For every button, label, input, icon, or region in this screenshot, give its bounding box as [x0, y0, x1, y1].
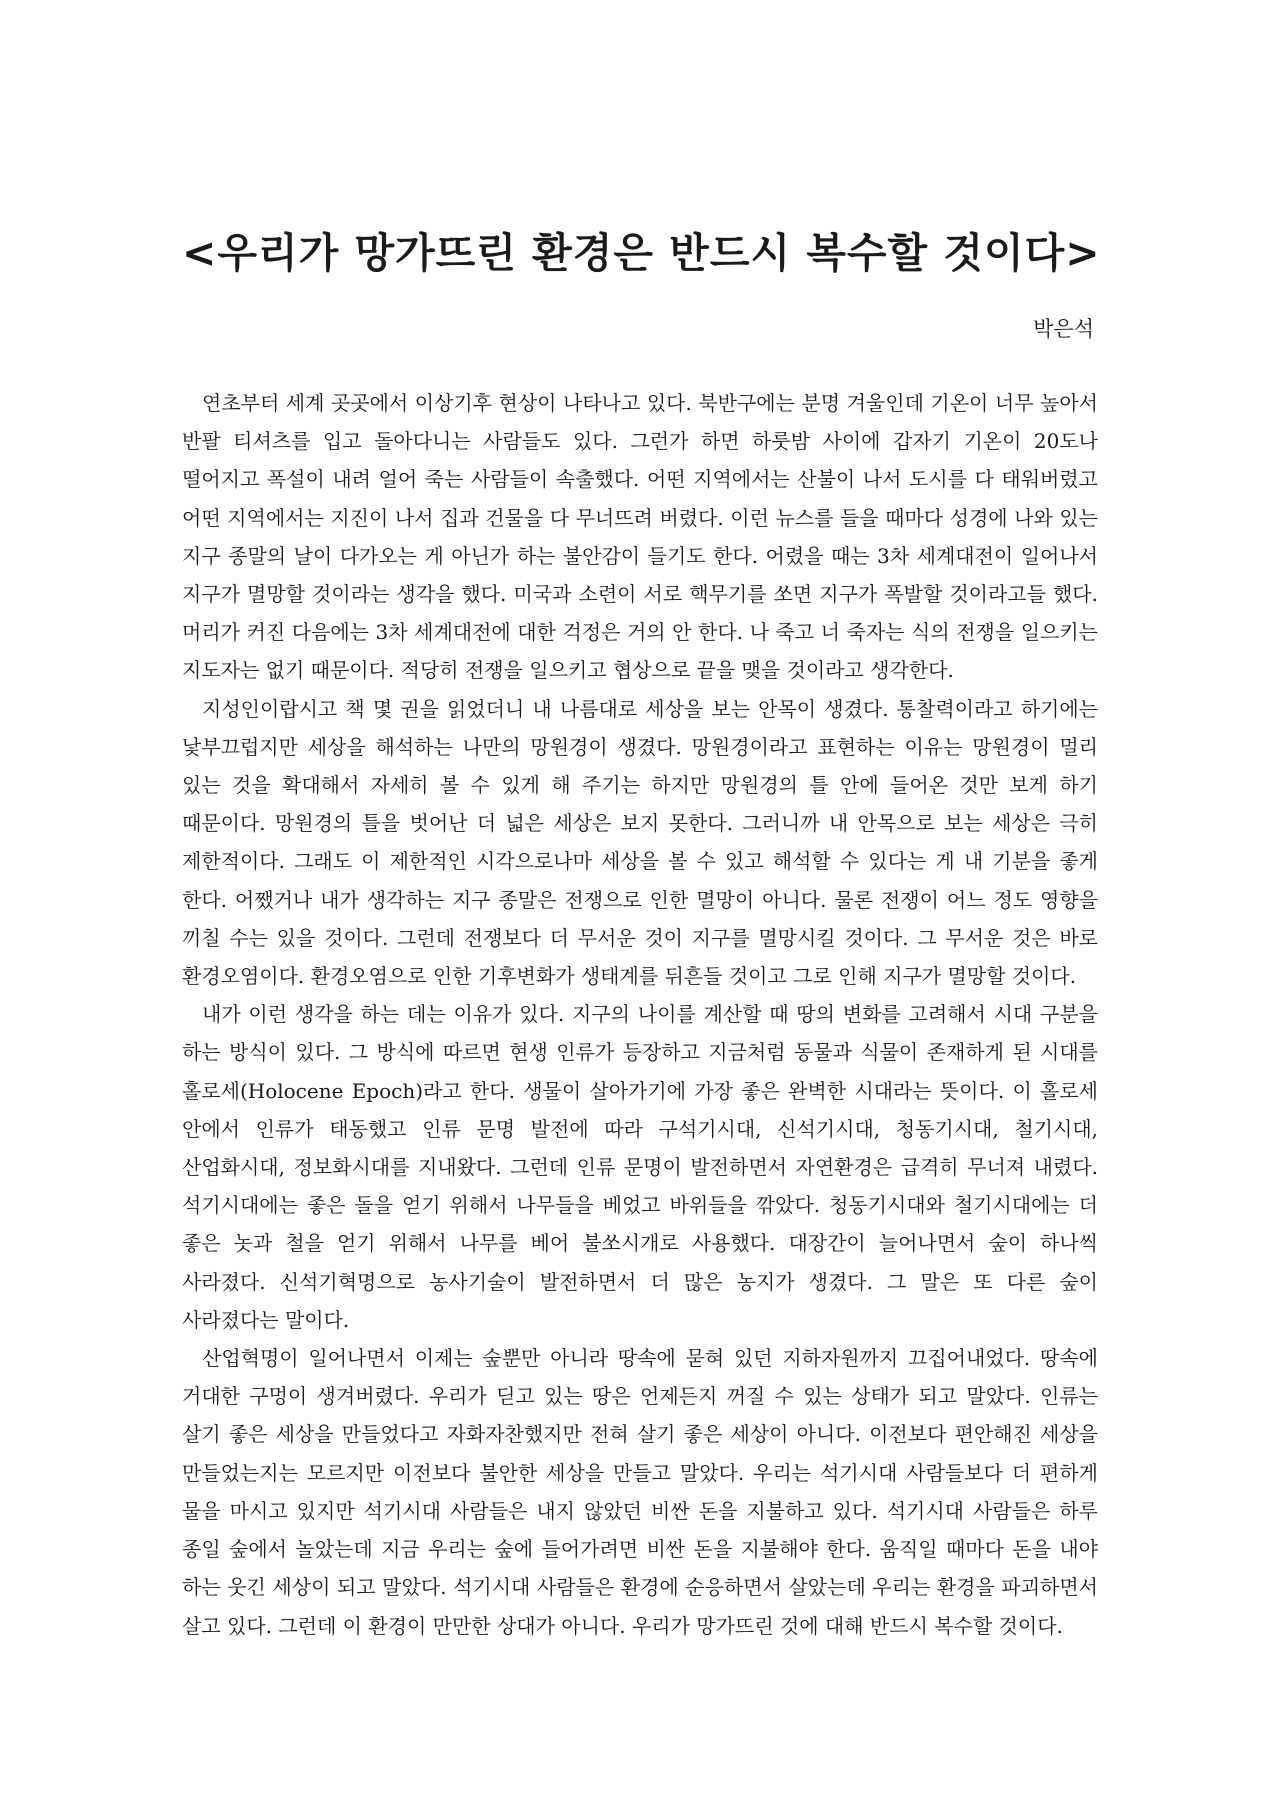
paragraph: 산업혁명이 일어나면서 이제는 숲뿐만 아니라 땅속에 묻혀 있던 지하자원까지 끄집어내었다. 땅속에 거대한 구멍이 생겨버렸다. 우리가 딛고 있는 땅은 언제든지 꺼질 수 있는 상태가 되고 말았다. 인류는 살기 좋은 세상을 만들었다고 자화자찬했지만 전혀 살기 좋은 세상이 아니다. 이전보다 편안해진 세상을 만들었는지는 모르지만 이전보다 불안한 세상을 만들고 말았다. 우리는 석기시대 사람들보다 더 편하게 물을 마시고 있지만 석기시대 사람들은 내지 않았던 비싼 돈을 지불하고 있다. 석기시대 사람들은 하루 종일 숲에서 놀았는데 지금 우리는 숲에 들어가려면 비싼 돈을 지불해야 한다. 움직일 때마다 돈을 내야 하는 웃긴 세상이 되고 말았다. 석기시대 사람들은 환경에 순응하면서 살았는데 우리는 환경을 파괴하면서 살고 있다. 그런데 이 환경이 만만한 상대가 아니다. 우리가 망가뜨린 것에 대해 반드시 복수할 것이다. [182, 1346, 1098, 1638]
document-page [182, 0, 1101, 1810]
document-title: <우리가 망가뜨린 환경은 반드시 복수할 것이다> [182, 229, 1101, 278]
author-name: 박은석 [1033, 317, 1094, 341]
document-body [182, 384, 1098, 1645]
paragraph: 내가 이런 생각을 하는 데는 이유가 있다. 지구의 나이를 계산할 때 땅의 변화를 고려해서 시대 구분을 하는 방식이 있다. 그 방식에 따르면 현생 인류가 등장하고 지금처럼 동물과 식물이 존재하게 된 시대를 홀로세(Holocene Epoch)라고 한다. 생물이 살아가기에 가장 좋은 완벽한 시대라는 뜻이다. 이 홀로세 안에서 인류가 태동했고 인류 문명 발전에 따라 구석기시대, 신석기시대, 청동기시대, 철기시대, 산업화시대, 정보화시대를 지내왔다. 그런데 인류 문명이 발전하면서 자연환경은 급격히 무너져 내렸다. 석기시대에는 좋은 돌을 얻기 위해서 나무들을 베었고 바위들을 깎았다. 청동기시대와 철기시대에는 더 좋은 놋과 철을 얻기 위해서 나무를 베어 불쏘시개로 사용했다. 대장간이 늘어나면서 숲이 하나씩 사라졌다. 신석기혁명으로 농사기술이 발전하면서 더 많은 농지가 생겼다. 그 말은 또 다른 숲이 사라졌다는 말이다. [182, 1002, 1098, 1332]
paragraph: 연초부터 세계 곳곳에서 이상기후 현상이 나타나고 있다. 북반구에는 분명 겨울인데 기온이 너무 높아서 반팔 티셔츠를 입고 돌아다니는 사람들도 있다. 그런가 하면 하룻밤 사이에 갑자기 기온이 20도나 떨어지고 폭설이 내려 얼어 죽는 사람들이 속출했다. 어떤 지역에서는 산불이 나서 도시를 다 태워버렸고 어떤 지역에서는 지진이 나서 집과 건물을 다 무너뜨려 버렸다. 이런 뉴스를 들을 때마다 성경에 나와 있는 지구 종말의 날이 다가오는 게 아닌가 하는 불안감이 들기도 한다. 어렸을 때는 3차 세계대전이 일어나서 지구가 멸망할 것이라는 생각을 했다. 미국과 소련이 서로 핵무기를 쏘면 지구가 폭발할 것이라고들 했다. 머리가 커진 다음에는 3차 세계대전에 대한 걱정은 거의 안 한다. 나 죽고 너 죽자는 식의 전쟁을 일으키는 지도자는 없기 때문이다. 적당히 전쟁을 일으키고 협상으로 끝을 맺을 것이라고 생각한다. [182, 391, 1098, 683]
paragraph: 지성인이랍시고 책 몇 권을 읽었더니 내 나름대로 세상을 보는 안목이 생겼다. 통찰력이라고 하기에는 낯부끄럽지만 세상을 해석하는 나만의 망원경이 생겼다. 망원경이라고 표현하는 이유는 망원경이 멀리 있는 것을 확대해서 자세히 볼 수 있게 해 주기는 하지만 망원경의 틀 안에 들어온 것만 보게 하기 때문이다. 망원경의 틀을 벗어난 더 넓은 세상은 보지 못한다. 그러니까 내 안목으로 보는 세상은 극히 제한적이다. 그래도 이 제한적인 시각으로나마 세상을 볼 수 있고 해석할 수 있다는 게 내 기분을 좋게 한다. 어쨌거나 내가 생각하는 지구 종말은 전쟁으로 인한 멸망이 아니다. 물론 전쟁이 어느 정도 영향을 끼칠 수는 있을 것이다. 그런데 전쟁보다 더 무서운 것이 지구를 멸망시킬 것이다. 그 무서운 것은 바로 환경오염이다. 환경오염으로 인한 기후변화가 생태계를 뒤흔들 것이고 그로 인해 지구가 멸망할 것이다. [182, 696, 1098, 989]
